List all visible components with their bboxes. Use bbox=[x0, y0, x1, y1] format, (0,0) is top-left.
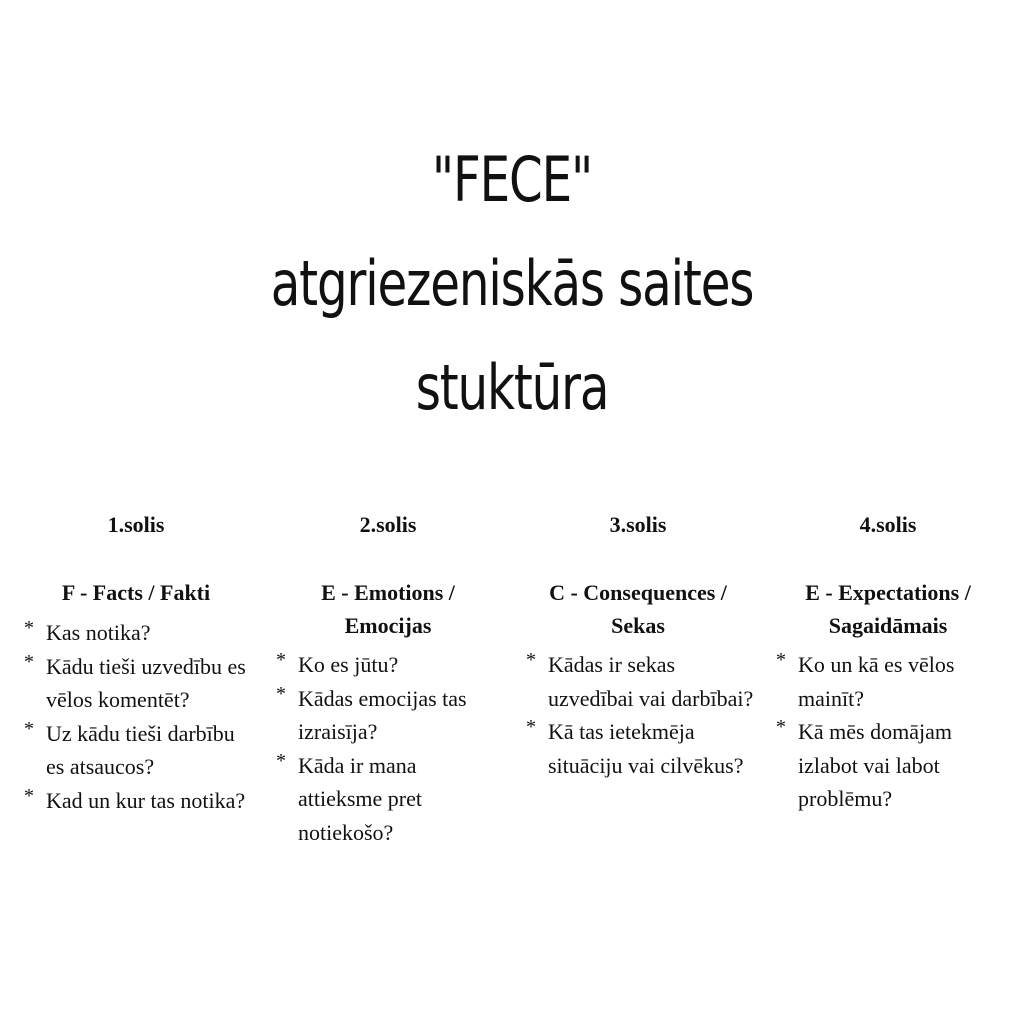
asterisk-bullet-icon: * bbox=[526, 649, 536, 671]
question-list bbox=[520, 648, 756, 782]
step-heading: E - Emotions / Emocijas bbox=[321, 580, 455, 638]
step-heading: F - Facts / Fakti bbox=[61, 580, 211, 605]
asterisk-bullet-icon: * bbox=[276, 649, 286, 671]
question-text: Kādu tieši uzvedību es vēlos komentēt? bbox=[46, 653, 246, 712]
title-line-3: stuktūra bbox=[415, 351, 609, 424]
asterisk-bullet-icon: * bbox=[24, 717, 34, 740]
step-heading: E - Expectations / Sagaidāmais bbox=[805, 580, 971, 638]
asterisk-bullet-icon: * bbox=[276, 682, 286, 705]
question-list bbox=[270, 648, 506, 849]
list-item bbox=[18, 616, 254, 650]
question-text: Kādas ir sekas uzvedībai vai darbībai? bbox=[548, 652, 754, 711]
question-list bbox=[18, 616, 254, 817]
list-item bbox=[270, 648, 506, 682]
list-item bbox=[270, 682, 506, 749]
question-text: Kādas emocijas tas izraisīja? bbox=[298, 685, 467, 744]
step-column-consequences bbox=[520, 508, 756, 782]
list-item bbox=[270, 749, 506, 850]
step-number: 3.solis bbox=[609, 512, 667, 537]
question-text: Ko un kā es vēlos mainīt? bbox=[798, 652, 955, 711]
list-item bbox=[770, 648, 1006, 715]
asterisk-bullet-icon: * bbox=[24, 650, 34, 673]
question-text: Ko es jūtu? bbox=[298, 652, 399, 677]
list-item bbox=[18, 650, 254, 717]
list-item bbox=[520, 648, 756, 715]
list-item bbox=[18, 717, 254, 784]
list-item bbox=[18, 784, 254, 818]
step-number: 4.solis bbox=[859, 512, 917, 537]
asterisk-bullet-icon: * bbox=[526, 716, 536, 738]
asterisk-bullet-icon: * bbox=[776, 649, 786, 671]
step-column-expectations bbox=[770, 508, 1006, 816]
asterisk-bullet-icon: * bbox=[24, 617, 34, 639]
question-text: Kāda ir mana attieksme pret notiekošo? bbox=[298, 752, 423, 845]
question-text: Kā tas ietekmēja situāciju vai cilvēkus? bbox=[548, 719, 744, 778]
step-column-emotions bbox=[270, 508, 506, 849]
step-number: 2.solis bbox=[359, 512, 417, 537]
asterisk-bullet-icon: * bbox=[24, 784, 34, 807]
title-line-1: "FECE" bbox=[431, 143, 593, 216]
steps-grid bbox=[18, 508, 1018, 1008]
step-column-facts bbox=[18, 508, 254, 817]
question-text: Kas notika? bbox=[46, 620, 151, 645]
asterisk-bullet-icon: * bbox=[776, 716, 786, 738]
question-list bbox=[770, 648, 1006, 816]
question-text: Uz kādu tieši darbību es atsaucos? bbox=[46, 720, 235, 779]
asterisk-bullet-icon: * bbox=[276, 749, 286, 772]
page-title bbox=[113, 128, 912, 440]
list-item bbox=[770, 715, 1006, 816]
list-item bbox=[520, 715, 756, 782]
step-heading: C - Consequences / Sekas bbox=[549, 580, 727, 638]
title-line-2: atgriezeniskās saites bbox=[270, 247, 754, 320]
step-number: 1.solis bbox=[107, 512, 165, 537]
question-text: Kā mēs domājam izlabot vai labot problēmu? bbox=[798, 719, 952, 811]
question-text: Kad un kur tas notika? bbox=[46, 787, 246, 813]
